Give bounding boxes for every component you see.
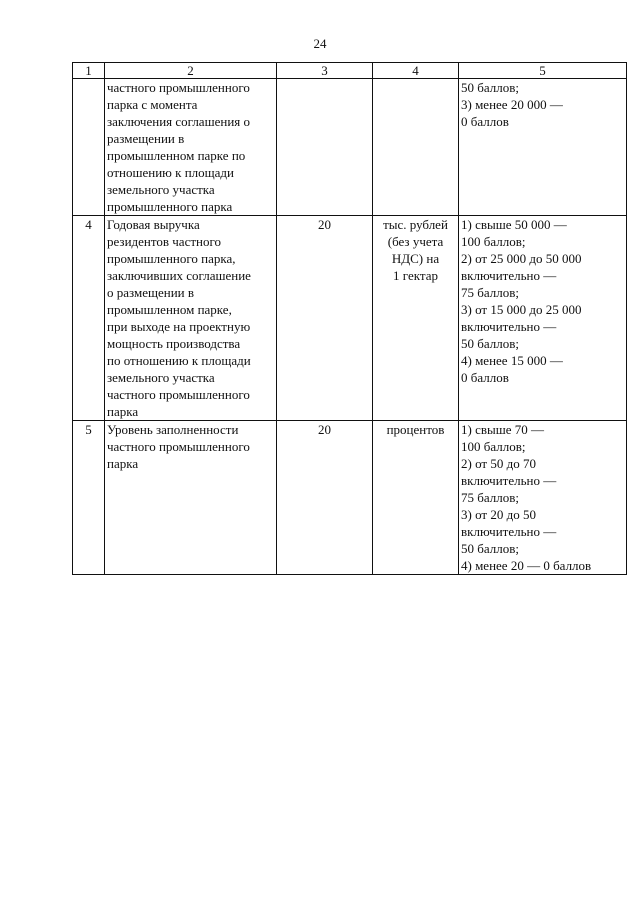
cell-line: парка — [107, 456, 139, 471]
cell-indicator — [105, 421, 277, 575]
cell-line: 1) свыше 50 000 — — [461, 217, 567, 232]
cell-line: 50 баллов; — [461, 336, 519, 351]
cell-number — [73, 79, 105, 216]
cell-line: частного промышленного — [107, 387, 250, 402]
cell-line: 75 баллов; — [461, 285, 519, 300]
cell-unit — [373, 79, 459, 216]
table-row — [73, 216, 627, 421]
cell-number: 4 — [73, 216, 105, 421]
cell-line: НДС) на — [391, 251, 440, 266]
cell-scoring — [459, 79, 627, 216]
cell-line: включительно — — [461, 268, 557, 283]
criteria-table — [72, 62, 627, 575]
cell-line: 100 баллов; — [461, 234, 526, 249]
cell-line: отношению к площади — [107, 165, 234, 180]
cell-line: 75 баллов; — [461, 490, 519, 505]
cell-indicator — [105, 79, 277, 216]
cell-line: 1 гектар — [393, 268, 438, 283]
cell-scoring — [459, 421, 627, 575]
cell-line: 3) от 15 000 до 25 000 — [461, 302, 582, 317]
header-cell-3: 3 — [277, 63, 373, 79]
cell-unit — [373, 421, 459, 575]
cell-line: 3) от 20 до 50 — [461, 507, 536, 522]
cell-weight: 20 — [277, 421, 373, 575]
cell-line: 4) менее 20 — 0 баллов — [461, 558, 592, 573]
cell-line: включительно — — [461, 473, 557, 488]
cell-line: 4) менее 15 000 — — [461, 353, 563, 368]
cell-line: промышленном парке, — [107, 302, 232, 317]
cell-number: 5 — [73, 421, 105, 575]
cell-line: парка — [107, 404, 139, 419]
table-row — [73, 421, 627, 575]
cell-weight: 20 — [277, 216, 373, 421]
cell-line: резидентов частного — [107, 234, 221, 249]
cell-line: парка с момента — [107, 97, 198, 112]
cell-line: частного промышленного — [107, 80, 250, 95]
header-cell-1: 1 — [73, 63, 105, 79]
cell-line: 100 баллов; — [461, 439, 526, 454]
cell-line: промышленном парке по — [107, 148, 246, 163]
cell-line: 2) от 50 до 70 — [461, 456, 536, 471]
cell-line: 50 баллов; — [461, 541, 519, 556]
cell-line: 1) свыше 70 — — [461, 422, 545, 437]
cell-line: процентов — [386, 422, 445, 437]
cell-unit — [373, 216, 459, 421]
cell-weight — [277, 79, 373, 216]
cell-line: тыс. рублей — [383, 217, 448, 232]
table-row — [73, 79, 627, 216]
cell-line: заключения соглашения о — [107, 114, 250, 129]
cell-line: частного промышленного — [107, 439, 250, 454]
table-header-row — [73, 63, 627, 79]
page-number: 24 — [313, 36, 327, 51]
cell-line: по отношению к площади — [107, 353, 251, 368]
header-cell-4: 4 — [373, 63, 459, 79]
header-cell-2: 2 — [105, 63, 277, 79]
cell-line: 3) менее 20 000 — — [461, 97, 563, 112]
cell-line: заключивших соглашение — [107, 268, 251, 283]
cell-indicator — [105, 216, 277, 421]
cell-line: (без учета — [387, 234, 444, 249]
cell-line: включительно — — [461, 319, 557, 334]
cell-line: Уровень заполненности — [107, 422, 239, 437]
cell-line: при выходе на проектную — [107, 319, 251, 334]
cell-line: размещении в — [107, 131, 185, 146]
cell-line: о размещении в — [107, 285, 195, 300]
cell-line: Годовая выручка — [107, 217, 200, 232]
header-cell-5: 5 — [459, 63, 627, 79]
cell-line: промышленного парка — [107, 199, 233, 214]
cell-line: земельного участка — [107, 182, 215, 197]
cell-line: мощность производства — [107, 336, 241, 351]
cell-line: 0 баллов — [461, 370, 509, 385]
cell-scoring — [459, 216, 627, 421]
cell-line: 50 баллов; — [461, 80, 519, 95]
cell-line: 0 баллов — [461, 114, 509, 129]
cell-line: включительно — — [461, 524, 557, 539]
cell-line: земельного участка — [107, 370, 215, 385]
cell-line: промышленного парка, — [107, 251, 236, 266]
cell-line: 2) от 25 000 до 50 000 — [461, 251, 582, 266]
